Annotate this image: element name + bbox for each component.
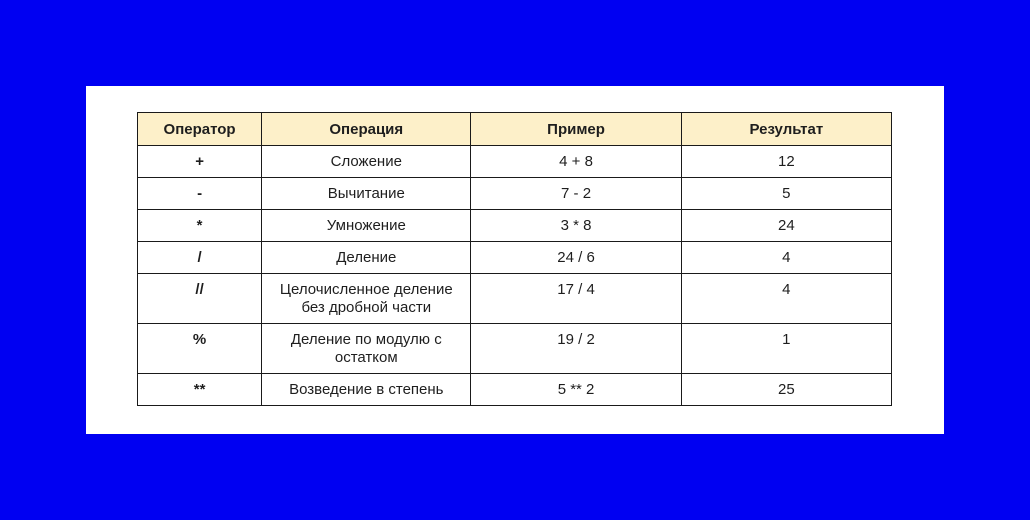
header-result: Результат [681, 113, 891, 146]
operator-cell: - [138, 178, 262, 210]
example-cell: 24 / 6 [471, 242, 681, 274]
operator-cell: + [138, 146, 262, 178]
example-cell: 7 - 2 [471, 178, 681, 210]
operators-table [137, 112, 892, 406]
header-operation: Операция [262, 113, 471, 146]
table-row [138, 146, 892, 178]
table-row [138, 242, 892, 274]
operator-cell: ** [138, 374, 262, 406]
operator-cell: / [138, 242, 262, 274]
operator-cell: % [138, 324, 262, 374]
operation-cell: Умножение [262, 210, 471, 242]
table-row [138, 274, 892, 324]
result-cell: 4 [681, 242, 891, 274]
example-cell: 4 + 8 [471, 146, 681, 178]
example-cell: 17 / 4 [471, 274, 681, 324]
result-cell: 5 [681, 178, 891, 210]
header-example: Пример [471, 113, 681, 146]
operator-cell: * [138, 210, 262, 242]
result-cell: 25 [681, 374, 891, 406]
content-card [86, 86, 944, 434]
example-cell: 19 / 2 [471, 324, 681, 374]
table-row [138, 324, 892, 374]
operation-cell: Вычитание [262, 178, 471, 210]
table-row [138, 374, 892, 406]
result-cell: 4 [681, 274, 891, 324]
header-operator: Оператор [138, 113, 262, 146]
operation-cell: Возведение в степень [262, 374, 471, 406]
operator-cell: // [138, 274, 262, 324]
example-cell: 5 ** 2 [471, 374, 681, 406]
result-cell: 1 [681, 324, 891, 374]
table-header-row [138, 113, 892, 146]
operation-cell: Деление [262, 242, 471, 274]
operation-cell: Сложение [262, 146, 471, 178]
result-cell: 12 [681, 146, 891, 178]
example-cell: 3 * 8 [471, 210, 681, 242]
operation-cell: Деление по модулю с остатком [262, 324, 471, 374]
result-cell: 24 [681, 210, 891, 242]
operation-cell: Целочисленное деление без дробной части [262, 274, 471, 324]
table-row [138, 210, 892, 242]
table-row [138, 178, 892, 210]
